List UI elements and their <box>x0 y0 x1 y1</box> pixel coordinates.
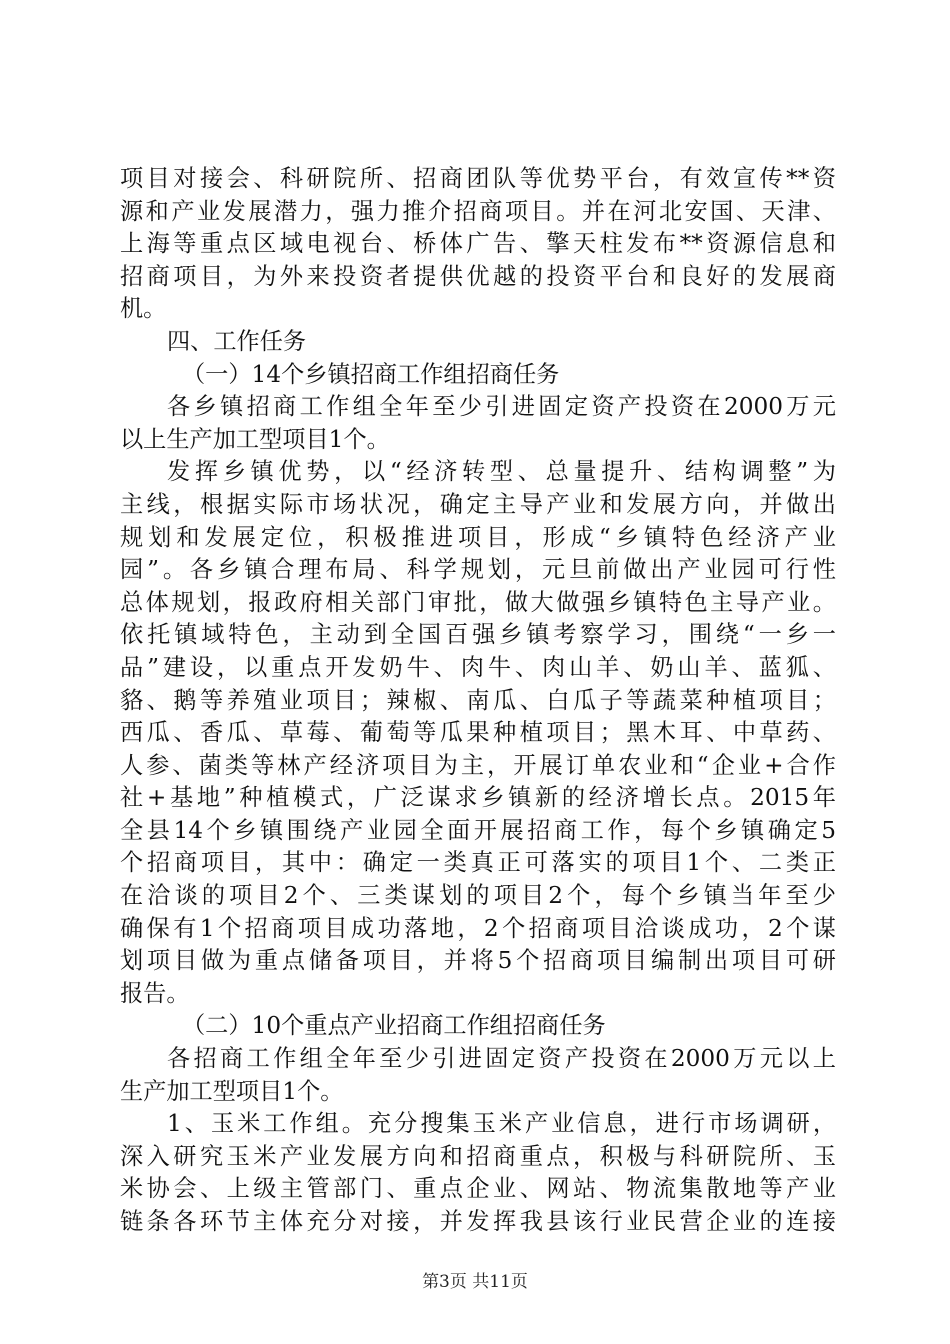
text-line: 项目对接会、科研院所、招商团队等优势平台，有效宣传**资 <box>120 165 836 192</box>
text-line: 全县14个乡镇围绕产业园全面开展招商工作，每个乡镇确定5 <box>120 816 836 844</box>
text-line: 以上生产加工型项目1个。 <box>120 425 390 453</box>
section-heading: 四、工作任务 <box>167 327 307 355</box>
text-line: 报告。 <box>120 979 190 1007</box>
text-line: 发挥乡镇优势，以“经济转型、总量提升、结构调整”为 <box>167 458 836 486</box>
text-line: 划项目做为重点储备项目，并将5个招商项目编制出项目可研 <box>120 947 836 975</box>
text-line: 人参、菌类等林产经济项目为主，开展订单农业和“企业+合作 <box>120 751 836 779</box>
text-line: 品”建设，以重点开发奶牛、肉牛、肉山羊、奶山羊、蓝狐、 <box>120 653 836 681</box>
text-line: 链条各环节主体充分对接，并发挥我县该行业民营企业的连接 <box>120 1208 836 1235</box>
text-line: 招商项目，为外来投资者提供优越的投资平台和良好的发展商 <box>120 262 836 290</box>
subsection-heading: （二）10个重点产业招商工作组招商任务 <box>182 1012 606 1040</box>
text-line: 社+基地”种植模式，广泛谋求乡镇新的经济增长点。2015年 <box>120 784 836 812</box>
page-number-footer: 第3页 共11页 <box>422 1272 528 1292</box>
text-line: 西瓜、香瓜、草莓、葡萄等瓜果种植项目；黑木耳、中草药、 <box>120 719 836 747</box>
text-line: 各乡镇招商工作组全年至少引进固定资产投资在2000万元 <box>167 393 836 421</box>
text-line: 源和产业发展潜力，强力推介招商项目。并在河北安国、天津、 <box>120 197 836 225</box>
text-line: 上海等重点区域电视台、桥体广告、擎天柱发布**资源信息和 <box>120 230 836 258</box>
text-line: 各招商工作组全年至少引进固定资产投资在2000万元以上 <box>167 1045 836 1073</box>
text-line: 依托镇域特色，主动到全国百强乡镇考察学习，围绕“一乡一 <box>120 621 836 649</box>
subsection-heading: （一）14个乡镇招商工作组招商任务 <box>182 360 560 388</box>
text-line: 总体规划，报政府相关部门审批，做大做强乡镇特色主导产业。 <box>120 588 836 616</box>
text-line: 主线，根据实际市场状况，确定主导产业和发展方向，并做出 <box>120 490 836 518</box>
text-line: 貉、鹅等养殖业项目；辣椒、南瓜、白瓜子等蔬菜种植项目； <box>120 686 836 714</box>
document-body <box>120 163 836 1239</box>
text-line: 深入研究玉米产业发展方向和招商重点，积极与科研院所、玉 <box>120 1142 836 1170</box>
text-line: 米协会、上级主管部门、重点企业、网站、物流集散地等产业 <box>120 1175 836 1203</box>
text-line: 规划和发展定位，积极推进项目，形成“乡镇特色经济产业 <box>120 523 836 551</box>
text-line: 确保有1个招商项目成功落地，2个招商项目洽谈成功，2个谋 <box>120 914 836 942</box>
text-line: 生产加工型项目1个。 <box>120 1077 344 1105</box>
text-line: 机。 <box>120 295 167 323</box>
text-line: 园”。各乡镇合理布局、科学规划，元旦前做出产业园可行性 <box>120 556 836 584</box>
text-line: 个招商项目，其中：确定一类真正可落实的项目1个、二类正 <box>120 849 836 877</box>
text-line: 在洽谈的项目2个、三类谋划的项目2个，每个乡镇当年至少 <box>120 882 836 910</box>
text-line: 1、玉米工作组。充分搜集玉米产业信息，进行市场调研， <box>167 1110 836 1138</box>
